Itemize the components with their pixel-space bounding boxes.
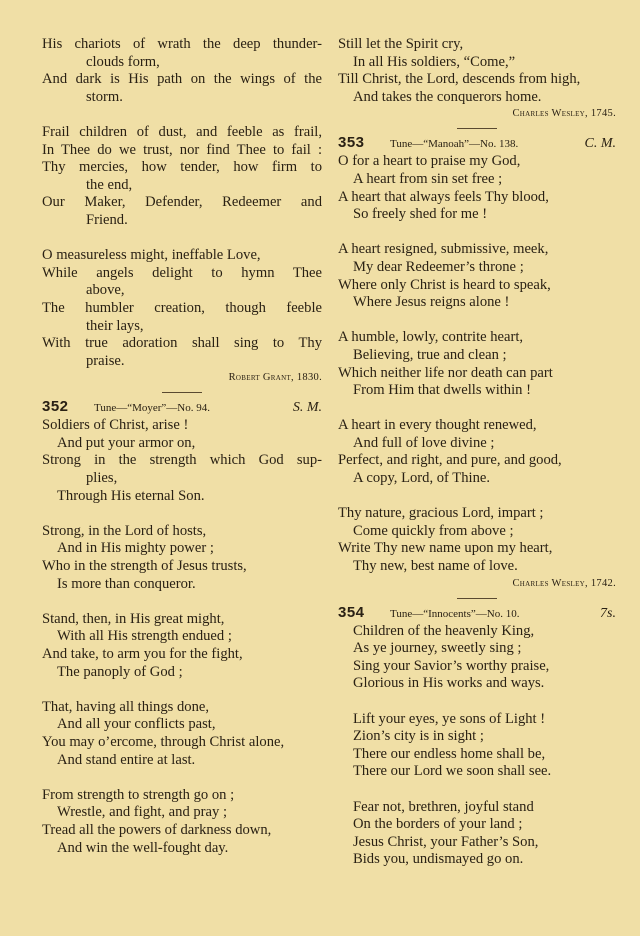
- verse-line: Where Jesus reigns alone !: [353, 294, 510, 311]
- verse-line: A copy, Lord, of Thine.: [353, 470, 490, 487]
- right-column: [338, 36, 616, 869]
- verse-line: Sing your Savior’s worthy praise,: [353, 657, 550, 674]
- hymn-352-header: [42, 397, 322, 417]
- hymn-353-stanza-4: [338, 417, 616, 487]
- verse-line: And take, to arm you for the fight,: [42, 646, 243, 662]
- verse-line: Believing, true and clean ;: [353, 346, 507, 363]
- hymn-352-stanza-5: [42, 787, 322, 857]
- verse-line: A heart that always feels Thy blood,: [338, 188, 549, 205]
- verse-line: Stand, then, in His great might,: [42, 610, 225, 627]
- hymn-divider: [457, 128, 497, 129]
- verse-line: O measureless might, ineffable Love,: [42, 247, 261, 264]
- verse-line: clouds form,: [86, 53, 160, 70]
- verse-line: Jesus Christ, your Father’s Son,: [353, 833, 539, 850]
- verse-line: In Thee do we trust, nor find Thee to fail :: [42, 141, 322, 158]
- hymn-354-stanza-1: [338, 623, 616, 693]
- hymn-number: 354: [338, 603, 365, 621]
- hymn-number: 353: [338, 134, 365, 152]
- verse-line: their lays,: [86, 317, 144, 334]
- verse-line: Strong in the strength which God sup-: [42, 452, 322, 469]
- verse-line: With true adoration shall sing to Thy: [42, 335, 322, 352]
- verse-line: praise.: [86, 352, 125, 369]
- verse-line: Friend.: [86, 211, 128, 228]
- hymn-351-author: Robert Grant, 1830.: [228, 372, 322, 384]
- verse-line: As ye journey, sweetly sing ;: [353, 640, 522, 657]
- verse-line: A humble, lowly, contrite heart,: [338, 329, 524, 346]
- tune-name: Tune—“Moyer”—No. 94.: [94, 402, 210, 415]
- verse-line: Tread all the powers of darkness down,: [42, 821, 272, 838]
- verse-line: Come quickly from above ;: [353, 522, 514, 539]
- verse-line: above,: [86, 282, 125, 299]
- hymn-353-author: Charles Wesley, 1742.: [512, 577, 616, 589]
- hymn-353-stanza-1: [338, 153, 616, 223]
- verse-line: Zion’s city is in sight ;: [353, 728, 484, 745]
- hymn-352-stanza-3: [42, 611, 322, 681]
- hymn-352-author: Charles Wesley, 1745.: [512, 108, 616, 120]
- hymn-351-stanza-3: [42, 247, 322, 370]
- verse-line: There our Lord we soon shall see.: [353, 763, 552, 780]
- verse-line: Thy nature, gracious Lord, impart ;: [338, 505, 544, 522]
- verse-line: Till Christ, the Lord, descends from high,: [338, 71, 581, 88]
- verse-line: The panoply of God ;: [57, 663, 183, 680]
- verse-line: Fear not, brethren, joyful stand: [353, 798, 534, 815]
- verse-line: And stand entire at last.: [57, 751, 196, 768]
- verse-line: Is more than conqueror.: [57, 575, 196, 592]
- hymn-354-stanza-2: [338, 711, 616, 781]
- verse-line: And all your conflicts past,: [57, 716, 216, 733]
- verse-line: And put your armor on,: [57, 434, 196, 451]
- verse-line: plies,: [86, 470, 118, 487]
- verse-line: On the borders of your land ;: [353, 816, 523, 833]
- hymn-352-stanza-4: [42, 699, 322, 769]
- hymn-352-stanza-6: [338, 36, 616, 106]
- verse-line: With all His strength endued ;: [57, 628, 232, 645]
- verse-line: Children of the heavenly King,: [353, 622, 535, 639]
- verse-line: Where only Christ is heard to speak,: [338, 276, 551, 293]
- verse-line: Who in the strength of Jesus trusts,: [42, 558, 247, 575]
- verse-line: Through His eternal Son.: [57, 487, 205, 504]
- verse-line: And win the well-fought day.: [57, 839, 229, 856]
- verse-line: From Him that dwells within !: [353, 382, 531, 399]
- hymn-351-stanza-2: [42, 124, 322, 230]
- verse-line: Which neither life nor death can part: [338, 364, 553, 381]
- meter: S. M.: [292, 400, 322, 416]
- verse-line: Our Maker, Defender, Redeemer and: [42, 194, 322, 211]
- verse-line: A heart in every thought renewed,: [338, 417, 537, 434]
- tune-name: Tune—“Innocents”—No. 10.: [390, 607, 520, 620]
- hymn-number: 352: [42, 398, 69, 416]
- verse-line: Lift your eyes, ye sons of Light !: [353, 710, 546, 727]
- verse-line: A heart resigned, submissive, meek,: [338, 241, 549, 258]
- hymn-352-stanza-1: [42, 417, 322, 505]
- verse-line: Soldiers of Christ, arise !: [42, 417, 189, 434]
- hymn-352-stanza-2: [42, 523, 322, 593]
- verse-line: the end,: [86, 176, 133, 193]
- verse-line: And takes the conquerors home.: [353, 88, 542, 105]
- verse-line: So freely shed for me !: [353, 206, 488, 223]
- verse-line: Glorious in His works and ways.: [353, 675, 545, 692]
- verse-line: Wrestle, and fight, and pray ;: [57, 804, 228, 821]
- left-column: [42, 36, 322, 857]
- verse-line: Thy new, best name of love.: [353, 558, 518, 575]
- verse-line: A heart from sin set free ;: [353, 170, 503, 187]
- hymn-353-header: [338, 133, 616, 153]
- tune-name: Tune—“Manoah”—No. 138.: [390, 138, 519, 151]
- verse-line: And dark is His path on the wings of the: [42, 71, 322, 88]
- verse-line: Perfect, and right, and pure, and good,: [338, 452, 562, 469]
- hymn-divider: [162, 392, 202, 393]
- verse-line: Bids you, undismayed go on.: [353, 851, 524, 868]
- verse-line: Thy mercies, how tender, how firm to: [42, 159, 322, 176]
- hymn-353-stanza-2: [338, 241, 616, 311]
- verse-line: The humbler creation, though feeble: [42, 299, 322, 316]
- verse-line: storm.: [86, 88, 123, 105]
- verse-line: Still let the Spirit cry,: [338, 36, 464, 52]
- verse-line: You may o’ercome, through Christ alone,: [42, 733, 285, 750]
- hymn-divider: [457, 598, 497, 599]
- verse-line: Frail children of dust, and feeble as frail,: [42, 123, 322, 140]
- hymn-353-stanza-5: [338, 505, 616, 575]
- verse-line: There our endless home shall be,: [353, 745, 546, 762]
- hymn-354-stanza-3: [338, 799, 616, 869]
- verse-line: From strength to strength go on ;: [42, 786, 235, 803]
- verse-line: My dear Redeemer’s throne ;: [353, 258, 524, 275]
- verse-line: His chariots of wrath the deep thunder-: [42, 36, 322, 52]
- verse-line: That, having all things done,: [42, 698, 209, 715]
- verse-line: Write Thy new name upon my heart,: [338, 540, 553, 557]
- verse-line: And full of love divine ;: [353, 434, 495, 451]
- verse-line: In all His soldiers, “Come,”: [353, 53, 516, 70]
- hymn-353-stanza-3: [338, 329, 616, 399]
- meter: C. M.: [584, 136, 616, 152]
- verse-line: And in His mighty power ;: [57, 540, 214, 557]
- hymn-354-header: [338, 603, 616, 623]
- hymn-351-stanza-1: [42, 36, 322, 106]
- verse-line: While angels delight to hymn Thee: [42, 264, 322, 281]
- verse-line: O for a heart to praise my God,: [338, 153, 521, 170]
- meter: 7s.: [600, 605, 616, 621]
- verse-line: Strong, in the Lord of hosts,: [42, 522, 207, 539]
